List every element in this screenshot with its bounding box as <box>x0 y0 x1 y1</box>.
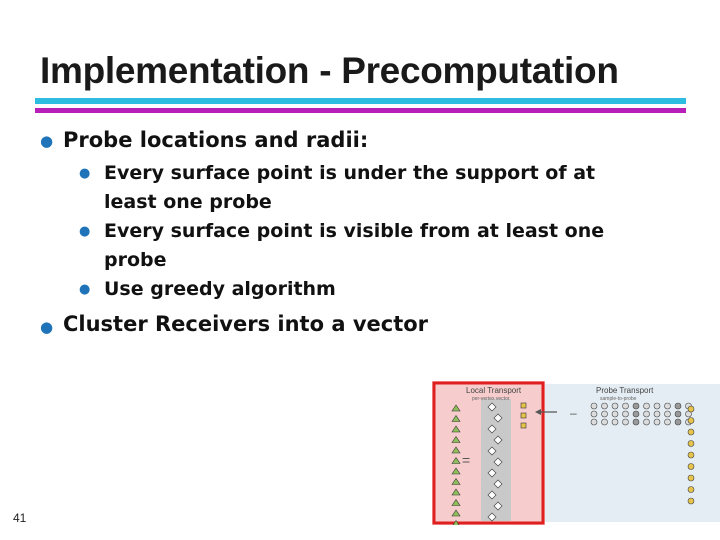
probe-dot-icon <box>644 411 650 417</box>
probe-dot-icon <box>675 403 681 409</box>
probe-dot-icon <box>654 411 660 417</box>
probe-dot-icon <box>644 403 650 409</box>
probe-dot-icon <box>591 419 597 425</box>
sub-bullet-dot-icon: ● <box>79 282 91 297</box>
probe-coefficient-icon <box>688 429 694 435</box>
probe-coefficient-icon <box>688 441 694 447</box>
probe-coefficient-icon <box>688 418 694 424</box>
probe-coefficient-icon <box>688 498 694 504</box>
probe-dot-icon <box>623 403 629 409</box>
probe-dot-icon <box>675 419 681 425</box>
square-column <box>521 403 526 428</box>
probe-coefficient-icon <box>688 487 694 493</box>
square-icon <box>521 423 526 428</box>
probe-dot-icon <box>665 403 671 409</box>
local-transport-sublabel: per-vertex vector <box>472 396 510 402</box>
slide-title: Implementation - Precomputation <box>40 50 619 91</box>
equals-sign: = <box>462 452 471 468</box>
bullet-probe-locations: Probe locations and radii: <box>63 128 369 152</box>
sub-bullet-line: probe <box>104 249 167 271</box>
sub-bullet-line: Every surface point is under the support of at <box>104 162 596 184</box>
probe-dot-icon <box>591 403 597 409</box>
title-rule-purple <box>35 108 686 113</box>
probe-dot-icon <box>612 411 618 417</box>
sub-bullet-support <box>104 159 595 217</box>
probe-coefficient-icon <box>688 406 694 412</box>
probe-dot-icon <box>623 419 629 425</box>
probe-dot-icon <box>612 403 618 409</box>
probe-dot-icon <box>602 411 608 417</box>
probe-coefficient-icon <box>688 464 694 470</box>
title-rule-cyan <box>35 98 686 104</box>
probe-coefficient-icon <box>688 452 694 458</box>
sub-bullet-line: Every surface point is visible from at least one <box>104 220 605 242</box>
probe-dot-icon <box>654 403 660 409</box>
probe-transport-sublabel: sample-to-probe <box>600 396 637 402</box>
probe-transport-label: Probe Transport <box>596 386 654 395</box>
probe-dot-icon <box>633 403 639 409</box>
slide-number: 41 <box>13 511 27 525</box>
probe-dot-icon <box>633 411 639 417</box>
sub-bullet-greedy: Use greedy algorithm <box>104 278 336 300</box>
probe-dot-icon <box>644 419 650 425</box>
probe-dot-icon <box>633 419 639 425</box>
sub-bullet-visible <box>104 217 604 275</box>
probe-dot-icon <box>654 419 660 425</box>
probe-dot-icon <box>612 419 618 425</box>
probe-coefficient-icon <box>688 475 694 481</box>
transport-diagram <box>432 381 720 525</box>
bullet-cluster-receivers: Cluster Receivers into a vector <box>63 312 429 336</box>
minus-sign: – <box>570 406 577 420</box>
local-transport-label: Local Transport <box>466 386 522 395</box>
sub-bullet-dot-icon: ● <box>79 224 91 239</box>
bullet-dot-icon: ● <box>40 318 54 336</box>
probe-dot-icon <box>591 411 597 417</box>
probe-dot-icon <box>602 419 608 425</box>
probe-dot-icon <box>623 411 629 417</box>
probe-dot-icon <box>675 411 681 417</box>
sub-bullet-dot-icon: ● <box>79 166 91 181</box>
sub-bullet-line: least one probe <box>104 191 272 213</box>
probe-dot-icon <box>602 403 608 409</box>
probe-column <box>688 406 694 504</box>
bullet-dot-icon: ● <box>40 132 54 150</box>
probe-dot-icon <box>665 419 671 425</box>
probe-dot-icon <box>665 411 671 417</box>
square-icon <box>521 413 526 418</box>
square-icon <box>521 403 526 408</box>
